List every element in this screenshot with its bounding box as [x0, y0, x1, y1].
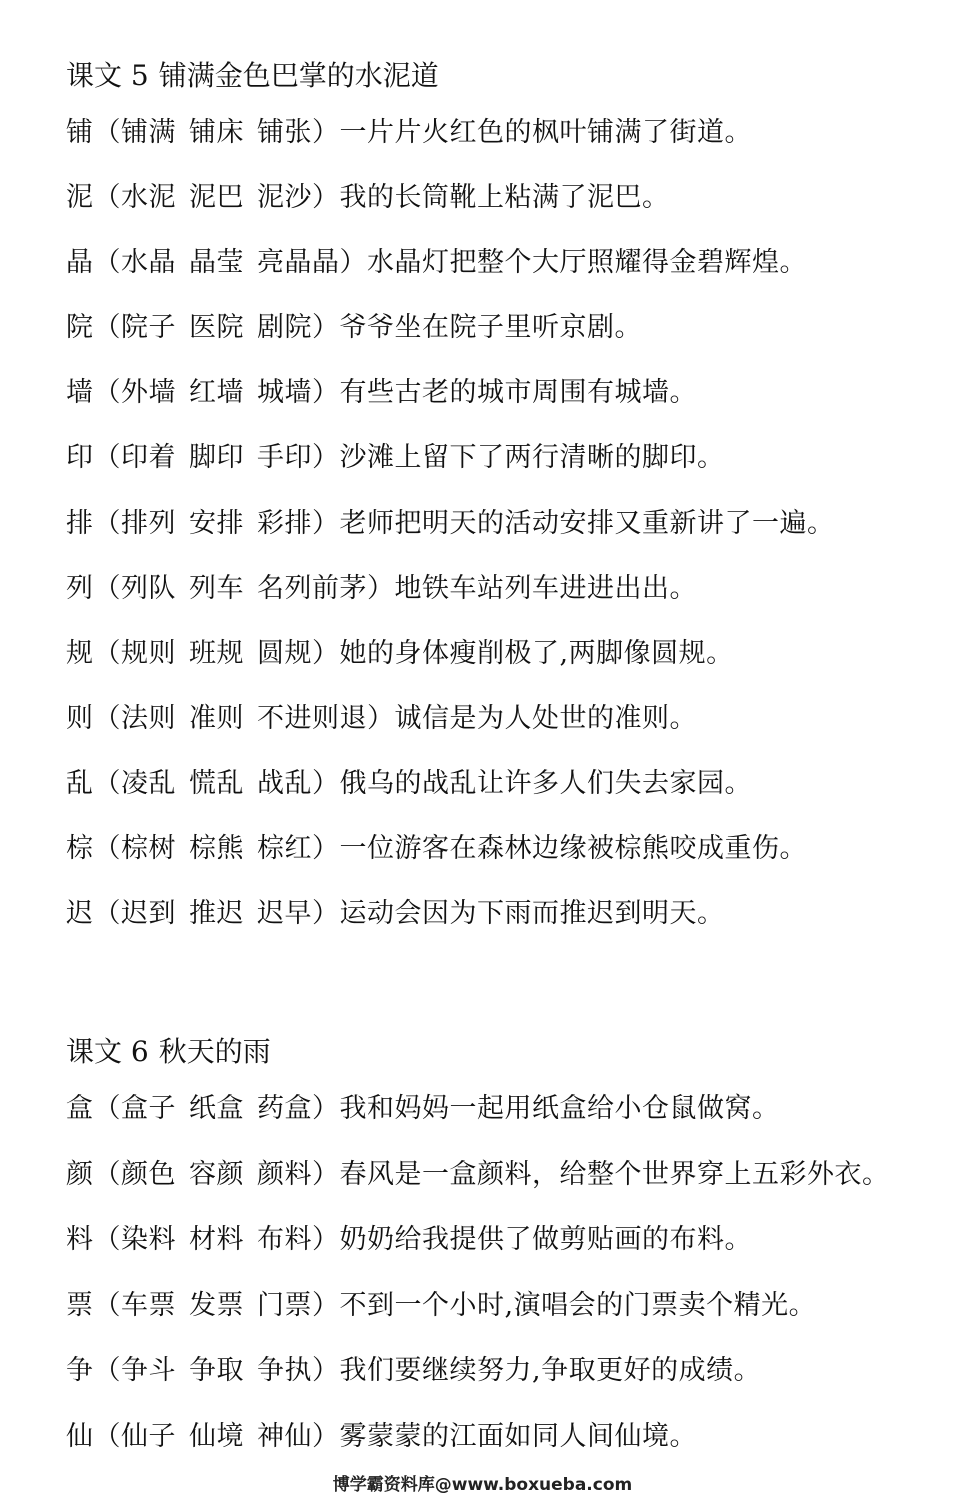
- vocab-word: 慌乱: [189, 767, 244, 799]
- close-paren: ）: [312, 117, 340, 148]
- vocab-entry: [66, 360, 956, 425]
- open-paren: （: [93, 182, 121, 214]
- vocab-character: 争: [66, 1355, 94, 1386]
- vocab-entry: [66, 230, 956, 295]
- vocab-word: 水泥: [121, 182, 176, 214]
- vocab-entry: [66, 686, 956, 751]
- vocab-character: 票: [66, 1289, 94, 1321]
- vocab-word: 容颜: [189, 1158, 244, 1190]
- close-paren: ）: [312, 442, 340, 474]
- vocab-word: 外墙: [121, 377, 176, 409]
- vocab-entry: [66, 881, 956, 946]
- vocab-word: 战乱: [257, 767, 312, 799]
- vocab-word: 铺满: [121, 117, 176, 148]
- vocab-entry: [66, 556, 956, 621]
- vocab-word: 名列前茅: [257, 572, 367, 604]
- example-sentence: 爷爷坐在院子里听京剧。: [339, 312, 642, 344]
- vocab-word: 颜料: [257, 1158, 312, 1190]
- example-sentence: 奶奶给我提供了做剪贴画的布料。: [339, 1224, 752, 1255]
- open-paren: （: [93, 1158, 121, 1190]
- vocab-character: 晶: [66, 247, 94, 279]
- vocab-word: 门票: [257, 1289, 312, 1321]
- close-paren: ）: [312, 637, 340, 669]
- example-sentence: 有些古老的城市周围有城墙。: [339, 377, 697, 409]
- vocab-word: 迟早: [257, 898, 312, 930]
- vocab-word: 布料: [257, 1224, 312, 1255]
- vocab-word: 仙境: [189, 1420, 244, 1452]
- vocab-word: 彩排: [257, 507, 312, 539]
- open-paren: （: [93, 507, 121, 539]
- lesson-heading: [66, 52, 956, 100]
- close-paren: ）: [312, 767, 340, 799]
- vocab-word: 凌乱: [121, 767, 176, 799]
- vocab-word: 铺张: [257, 117, 312, 148]
- vocab-word: 安排: [189, 507, 244, 539]
- vocab-word: 争斗: [121, 1355, 176, 1386]
- example-sentence: 水晶灯把整个大厅照耀得金碧辉煌。: [367, 247, 807, 279]
- vocab-word: 班规: [189, 637, 244, 669]
- example-sentence: 我们要继续努力,争取更好的成绩。: [339, 1355, 762, 1386]
- vocab-word: 盒子: [121, 1093, 176, 1124]
- open-paren: （: [93, 247, 121, 279]
- example-sentence: 一片片火红色的枫叶铺满了街道。: [339, 117, 752, 148]
- open-paren: （: [93, 377, 121, 409]
- vocab-entry: [66, 621, 956, 686]
- vocab-word: 争执: [257, 1355, 312, 1386]
- vocab-word: 泥巴: [189, 182, 244, 214]
- vocab-entry: [66, 1207, 956, 1273]
- example-sentence: 诚信是为人处世的准则。: [394, 702, 697, 734]
- lesson-number: 课文 6: [66, 1035, 149, 1068]
- vocab-character: 排: [66, 507, 94, 539]
- vocab-character: 印: [66, 442, 94, 474]
- vocab-word: 发票: [189, 1289, 244, 1321]
- vocab-word: 规则: [121, 637, 176, 669]
- open-paren: （: [93, 312, 121, 344]
- vocab-word: 城墙: [257, 377, 312, 409]
- vocab-word: 不进则退: [257, 702, 367, 734]
- vocab-word: 铺床: [189, 117, 244, 148]
- vocab-word: 手印: [257, 442, 312, 474]
- vocab-word: 排列: [121, 507, 176, 539]
- vocab-word: 圆规: [257, 637, 312, 669]
- close-paren: ）: [312, 1093, 340, 1124]
- open-paren: （: [93, 1420, 121, 1452]
- vocab-word: 红墙: [189, 377, 244, 409]
- vocab-entry: [66, 751, 956, 816]
- vocab-word: 晶莹: [189, 247, 244, 279]
- close-paren: ）: [312, 1355, 340, 1386]
- open-paren: （: [93, 117, 121, 148]
- vocab-character: 料: [66, 1224, 94, 1255]
- lesson-title: 铺满金色巴掌的水泥道: [158, 59, 439, 92]
- lesson-6-section: [66, 1028, 956, 1469]
- vocab-entry: [66, 1338, 956, 1404]
- close-paren: ）: [312, 1420, 340, 1452]
- vocab-word: 神仙: [257, 1420, 312, 1452]
- vocab-word: 车票: [121, 1289, 176, 1321]
- vocab-character: 乱: [66, 767, 94, 799]
- open-paren: （: [93, 702, 121, 734]
- close-paren: ）: [312, 1289, 340, 1321]
- lesson-title: 秋天的雨: [158, 1035, 271, 1068]
- vocab-word: 推迟: [189, 898, 244, 930]
- close-paren: ）: [367, 572, 395, 604]
- vocab-character: 迟: [66, 898, 94, 930]
- vocab-word: 争取: [189, 1355, 244, 1386]
- vocab-entry: [66, 425, 956, 490]
- vocab-word: 棕树: [121, 833, 176, 865]
- open-paren: （: [93, 833, 121, 865]
- vocab-word: 亮晶晶: [257, 247, 340, 279]
- vocab-character: 院: [66, 312, 94, 344]
- open-paren: （: [93, 898, 121, 930]
- close-paren: ）: [312, 377, 340, 409]
- example-sentence: 一位游客在森林边缘被棕熊咬成重伤。: [339, 833, 807, 865]
- vocab-word: 泥沙: [257, 182, 312, 214]
- close-paren: ）: [367, 702, 395, 734]
- example-sentence: 老师把明天的活动安排又重新讲了一遍。: [339, 507, 835, 539]
- vocab-character: 列: [66, 572, 94, 604]
- example-sentence: 不到一个小时,演唱会的门票卖个精光。: [339, 1289, 817, 1321]
- vocab-word: 法则: [121, 702, 176, 734]
- vocab-word: 纸盒: [189, 1093, 244, 1124]
- footer-watermark: 博学霸资料库@www.boxueba.com: [332, 1475, 633, 1495]
- vocab-entry: [66, 165, 956, 230]
- vocab-character: 墙: [66, 377, 94, 409]
- close-paren: ）: [339, 247, 367, 279]
- vocab-word: 仙子: [121, 1420, 176, 1452]
- close-paren: ）: [312, 507, 340, 539]
- example-sentence: 地铁车站列车进进出出。: [394, 572, 697, 604]
- vocab-word: 医院: [189, 312, 244, 344]
- vocab-character: 颜: [66, 1158, 94, 1190]
- vocab-character: 棕: [66, 833, 94, 865]
- example-sentence: 春风是一盒颜料，给整个世界穿上五彩外衣。: [339, 1158, 890, 1190]
- vocab-character: 仙: [66, 1420, 94, 1452]
- close-paren: ）: [312, 312, 340, 344]
- vocab-character: 盒: [66, 1093, 94, 1124]
- example-sentence: 她的身体瘦削极了,两脚像圆规。: [339, 637, 734, 669]
- vocab-word: 印着: [121, 442, 176, 474]
- example-sentence: 雾蒙蒙的江面如同人间仙境。: [339, 1420, 697, 1452]
- vocab-word: 列车: [189, 572, 244, 604]
- close-paren: ）: [312, 1158, 340, 1190]
- lesson-5-section: [66, 52, 956, 946]
- vocab-character: 则: [66, 702, 94, 734]
- vocab-list: [66, 1076, 956, 1469]
- vocab-word: 材料: [189, 1224, 244, 1255]
- vocab-word: 棕红: [257, 833, 312, 865]
- vocab-word: 迟到: [121, 898, 176, 930]
- vocab-word: 药盒: [257, 1093, 312, 1124]
- vocab-entry: [66, 816, 956, 881]
- vocab-word: 准则: [189, 702, 244, 734]
- vocab-entry: [66, 100, 956, 165]
- vocab-entry: [66, 491, 956, 556]
- vocab-word: 水晶: [121, 247, 176, 279]
- example-sentence: 俄乌的战乱让许多人们失去家园。: [339, 767, 752, 799]
- open-paren: （: [93, 1093, 121, 1124]
- vocab-entry: [66, 1142, 956, 1208]
- open-paren: （: [93, 1289, 121, 1321]
- open-paren: （: [93, 442, 121, 474]
- vocab-character: 规: [66, 637, 94, 669]
- open-paren: （: [93, 1355, 121, 1386]
- open-paren: （: [93, 1224, 121, 1255]
- vocab-character: 泥: [66, 182, 94, 214]
- vocab-entry: [66, 295, 956, 360]
- lesson-heading: [66, 1028, 956, 1076]
- close-paren: ）: [312, 1224, 340, 1255]
- vocab-word: 棕熊: [189, 833, 244, 865]
- vocab-character: 铺: [66, 117, 94, 148]
- open-paren: （: [93, 637, 121, 669]
- vocab-word: 院子: [121, 312, 176, 344]
- open-paren: （: [93, 572, 121, 604]
- open-paren: （: [93, 767, 121, 799]
- lesson-number: 课文 5: [66, 59, 149, 92]
- example-sentence: 我和妈妈一起用纸盒给小仓鼠做窝。: [339, 1093, 780, 1124]
- vocab-entry: [66, 1404, 956, 1470]
- vocab-word: 剧院: [257, 312, 312, 344]
- vocab-word: 染料: [121, 1224, 176, 1255]
- vocab-word: 颜色: [121, 1158, 176, 1190]
- example-sentence: 运动会因为下雨而推迟到明天。: [339, 898, 725, 930]
- close-paren: ）: [312, 898, 340, 930]
- vocab-list: [66, 100, 956, 946]
- example-sentence: 我的长筒靴上粘满了泥巴。: [339, 182, 670, 214]
- vocab-entry: [66, 1273, 956, 1339]
- vocab-entry: [66, 1076, 956, 1142]
- vocab-word: 列队: [121, 572, 176, 604]
- example-sentence: 沙滩上留下了两行清晰的脚印。: [339, 442, 725, 474]
- close-paren: ）: [312, 182, 340, 214]
- close-paren: ）: [312, 833, 340, 865]
- vocab-word: 脚印: [189, 442, 244, 474]
